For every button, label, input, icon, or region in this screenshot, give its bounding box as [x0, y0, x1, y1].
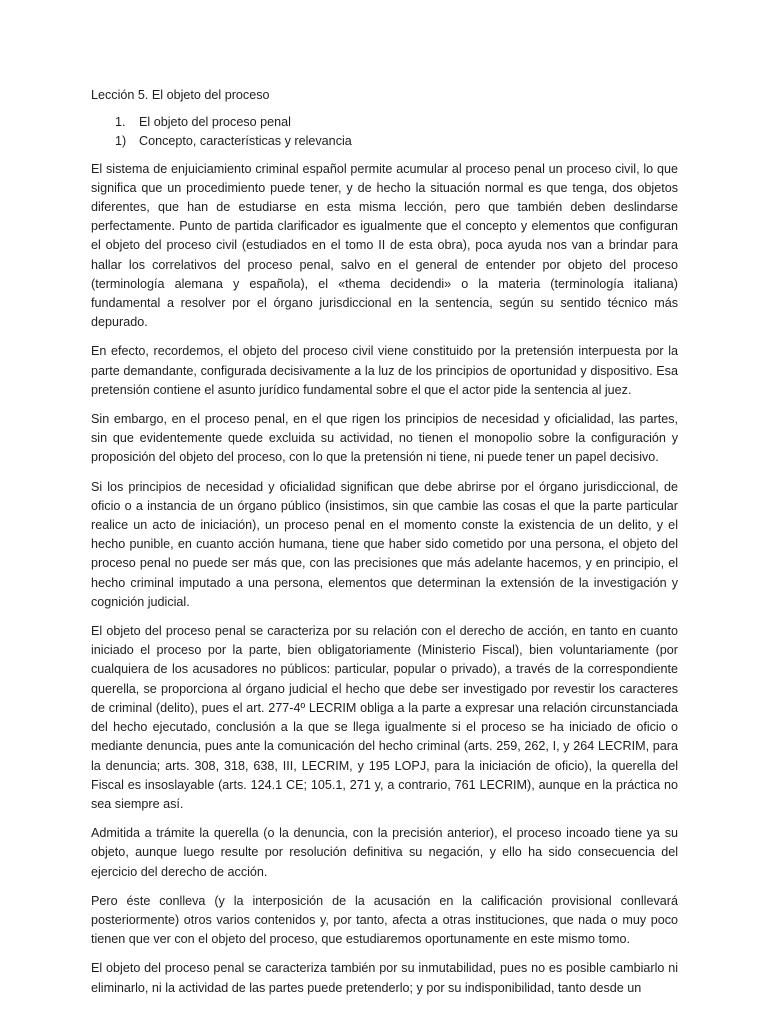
- outline-number: 1): [115, 134, 127, 149]
- paragraph-action-right: El objeto del proceso penal se caracteriza por su relación con el derecho de acción, en tanto en cuanto iniciado el proceso por la parte, bien obligatoriamente (Ministerio Fiscal), bien voluntariamente (por cualquiera de los acusadores no públicos: particular, popular o privado), a través de la correspondiente querella, se proporciona al órgano judicial el hecho que debe ser investigado por revestir los caracteres de criminal (delito), pues el art. 277-4º LECRIM obliga a la parte a expresar una relación circunstanciada del hecho ejecutado, conclusión a la que se llega igualmente si el proceso se ha iniciado de oficio o mediante denuncia, pues ante la comunicación del hecho criminal (arts. 259, 262, I, y 264 LECRIM, para la denuncia; arts. 308, 318, 638, III, LECRIM, y 195 LOPJ, para la iniciación de oficio), la querella del Fiscal es insoslayable (arts. 124.1 CE; 105.1, 271 y, a contrario, 761 LECRIM), aunque en la práctica no sea siempre así.: [91, 624, 678, 811]
- outline-item: [91, 113, 678, 132]
- paragraph-other-contents: Pero éste conlleva (y la interposición de la acusación en la calificación provisional conllevará posteriormente) otros varios contenidos y, por tanto, afecta a otras instituciones, que nada o muy poco tienen que ver con el objeto del proceso, que estudiaremos oportunamente en este mismo tomo.: [91, 893, 678, 947]
- outline-number: 1.: [115, 115, 126, 130]
- lesson-title: Lección 5. El objeto del proceso: [91, 88, 270, 102]
- outline-list: [91, 113, 678, 151]
- document-body: [91, 86, 678, 1008]
- outline-item: [91, 132, 678, 151]
- paragraph-admission: Admitida a trámite la querella (o la denuncia, con la precisión anterior), el proceso incoado tiene ya su objeto, aunque luego resulte por resolución definitiva su negación, y ello ha sido consecuencia del ejercicio del derecho de acción.: [91, 826, 678, 879]
- outline-text: Concepto, características y relevancia: [139, 134, 352, 149]
- paragraph-immutability: El objeto del proceso penal se caracteriza también por su inmutabilidad, pues no es posible cambiarlo ni eliminarlo, ni la actividad de las partes puede pretenderlo; y por su indisponibilidad, tanto desde un: [91, 961, 678, 995]
- paragraph-civil-object: En efecto, recordemos, el objeto del proceso civil viene constituido por la pretensión interpuesta por la parte demandante, configurada decisivamente a la luz de los principios de oportunidad y dispositivo. Esa pretensión contiene el asunto jurídico fundamental sobre el que el actor pide la sentencia al juez.: [91, 344, 678, 397]
- paragraph-necessity-officiality: Si los principios de necesidad y oficialidad significan que debe abrirse por el órgano jurisdiccional, de oficio o a instancia de un órgano público (insistimos, sin que cambie las cosas el que la parte particular realice un acto de iniciación), un proceso penal en el momento conste la existencia de un delito, y el hecho punible, en cuanto acción humana, tiene que haber sido cometido por una persona, el objeto del proceso penal no puede ser más que, con las precisiones que más adelante hacemos, y en principio, el hecho criminal imputado a una persona, elementos que determinan la extensión de la investigación y cognición judicial.: [91, 479, 678, 609]
- outline-text: El objeto del proceso penal: [139, 115, 291, 130]
- paragraph-intro: El sistema de enjuiciamiento criminal español permite acumular al proceso penal un proceso civil, lo que significa que un procedimiento puede tener, y de hecho la situación normal es que tenga, dos objetos diferentes, que han de estudiarse en esta misma lección, pero que también deben deslindarse perfectamente. Punto de partida clarificador es igualmente que el concepto y elementos que configuran el objeto del proceso civil (estudiados en el tomo II de esta obra), poca ayuda nos van a brindar para hallar los correlativos del proceso penal, salvo en el general de entender por objeto del proceso (terminología alemana y española), el «thema decidendi» o la materia (terminología italiana) fundamental a resolver por el órgano jurisdiccional en la sentencia, según su sentido técnico más depurado.: [91, 161, 678, 330]
- paragraph-penal-principles: Sin embargo, en el proceso penal, en el que rigen los principios de necesidad y oficialidad, las partes, sin que evidentemente quede excluida su actividad, no tienen el monopolio sobre la configuración y proposición del objeto del proceso, con lo que la pretensión ni tiene, ni puede tener un papel decisivo.: [91, 412, 678, 465]
